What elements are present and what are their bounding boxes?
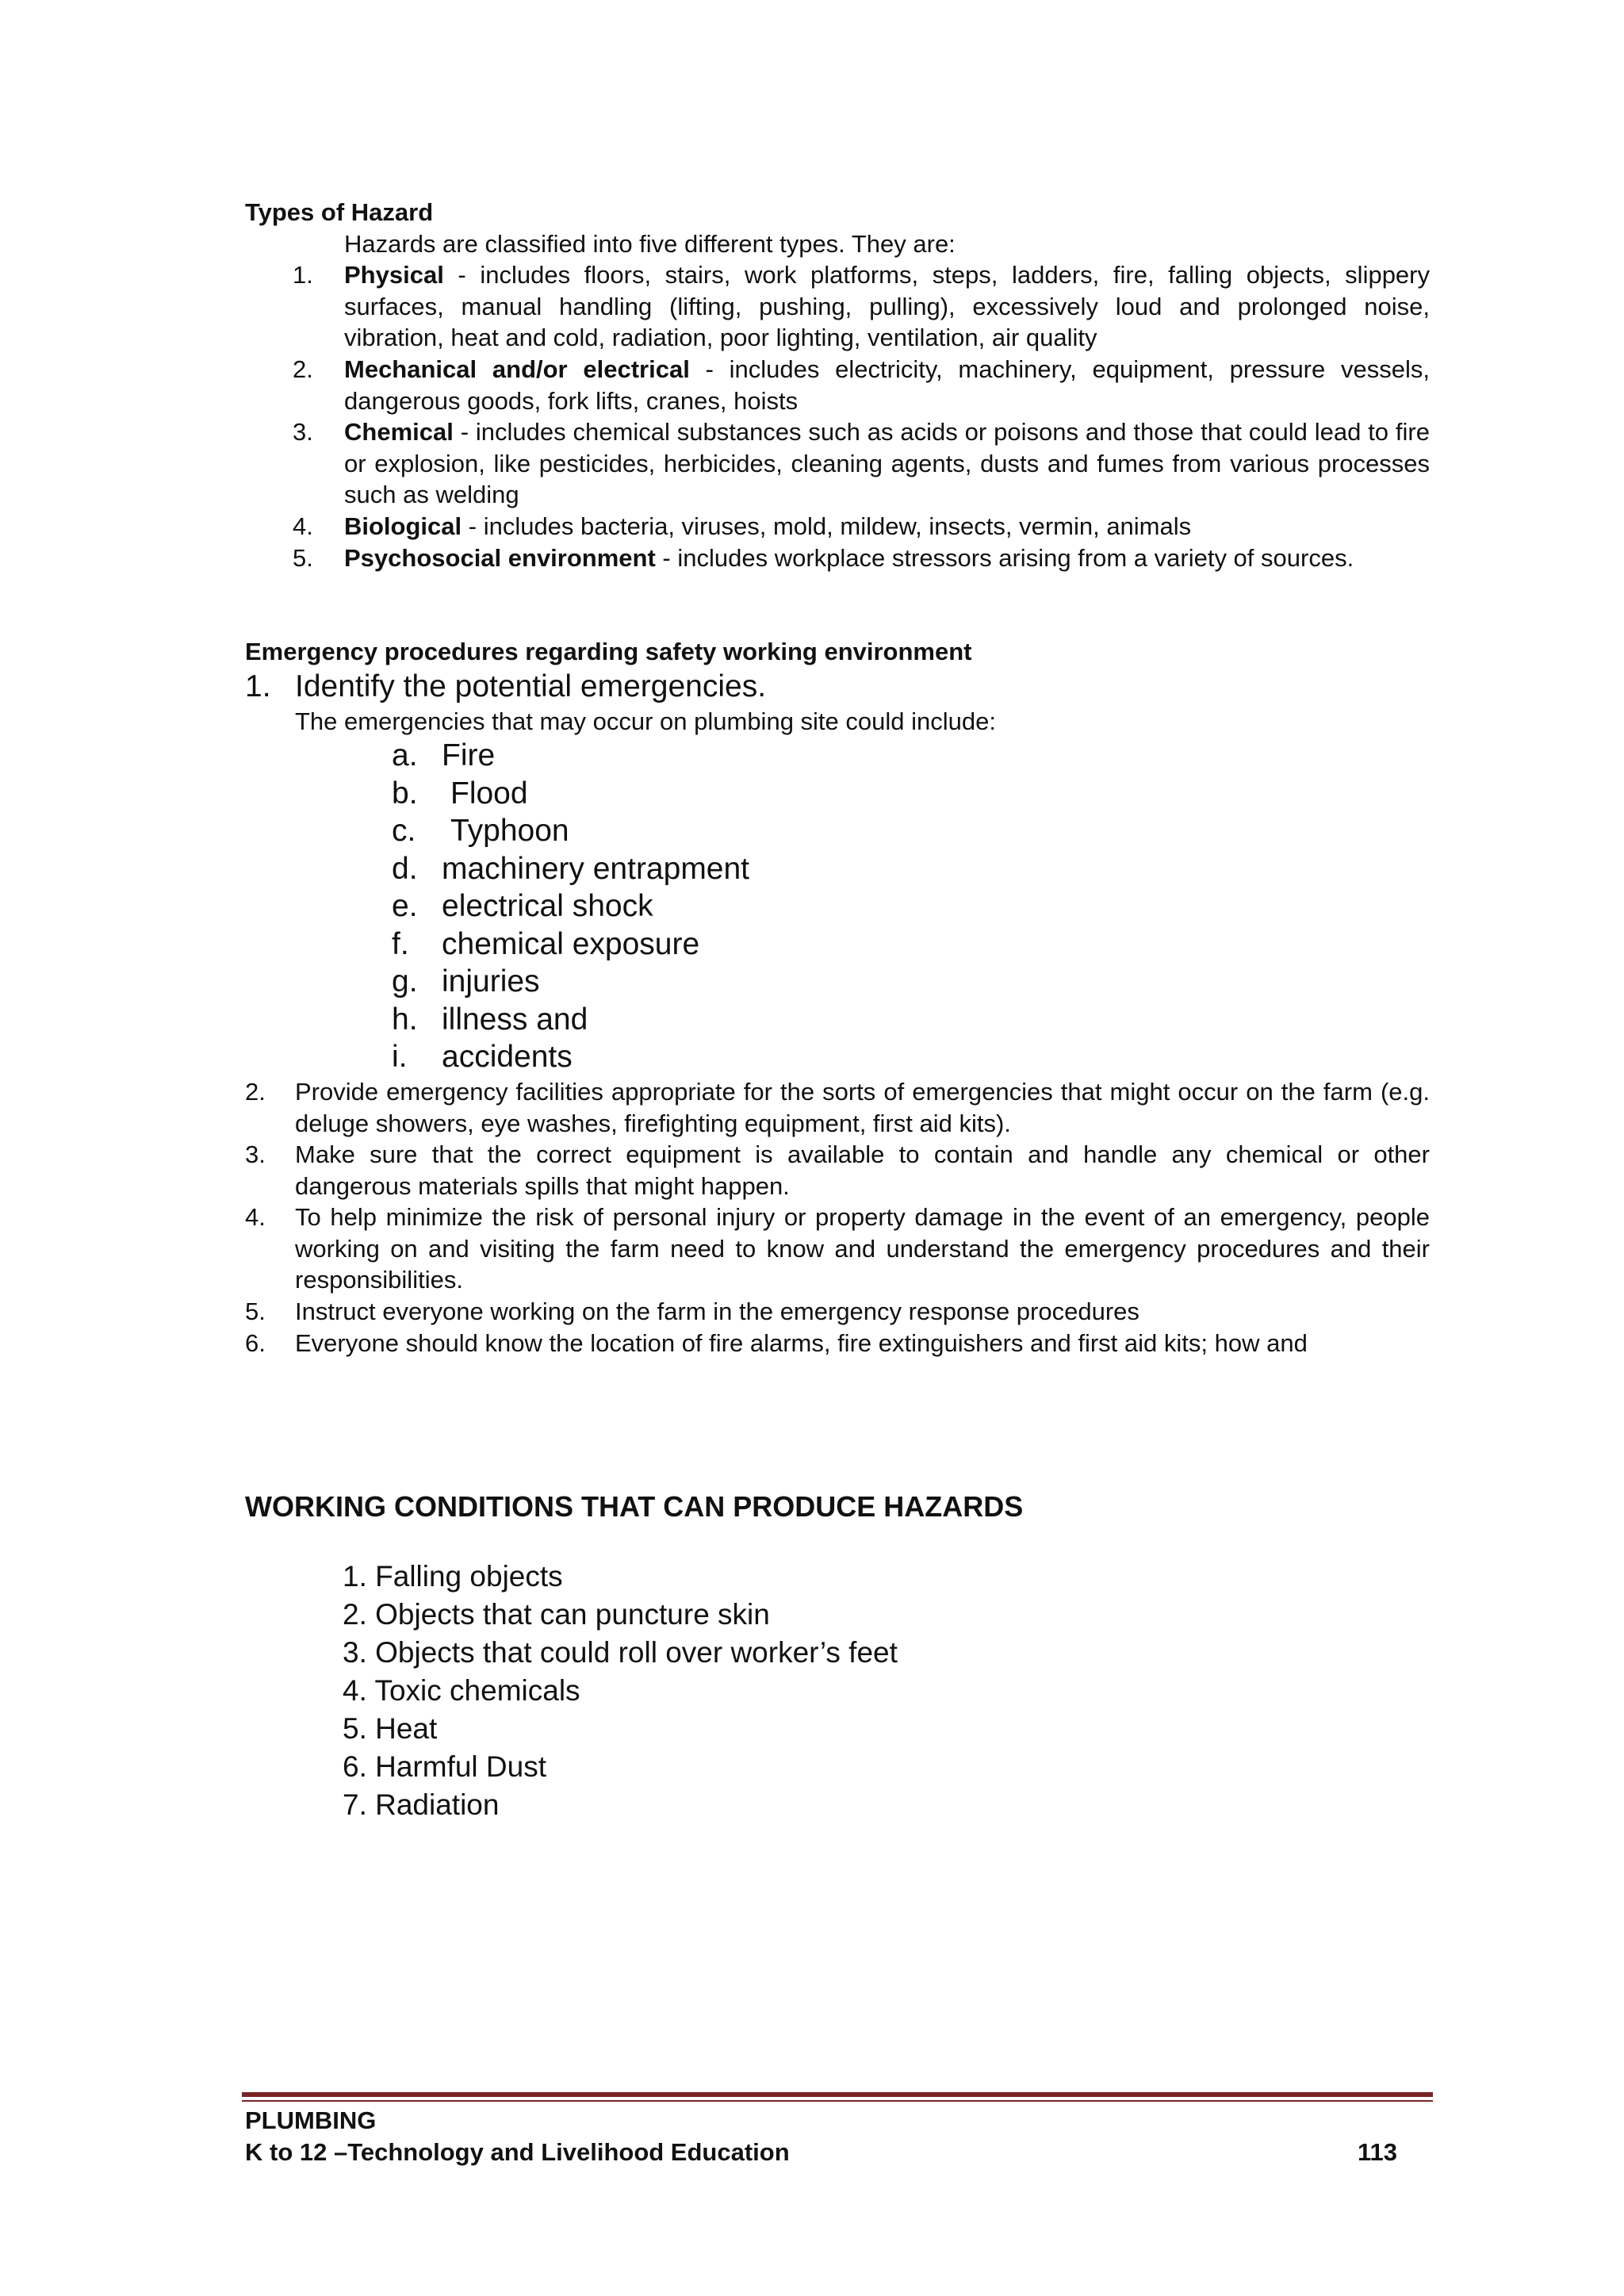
hazard-item-desc: - includes chemical substances such as acids or poisons and those that could lead to fire or explosion, like pesticides, herbicides, cleaning agents, dusts and fumes from various processes such as welding: [344, 418, 1430, 509]
working-condition-item: 6. Harmful Dust: [343, 1750, 547, 1783]
footer-subject: PLUMBING: [245, 2106, 377, 2134]
step-number: 5.: [245, 1297, 266, 1325]
working-condition-item: 1. Falling objects: [343, 1560, 563, 1593]
emergency-step: [245, 1139, 1430, 1202]
hazard-item-term: Chemical: [344, 418, 454, 446]
hazard-item-term: Biological: [344, 512, 462, 540]
hazard-item: [245, 259, 1430, 354]
emergency-step: [245, 1076, 1430, 1139]
sub-item-text: injuries: [442, 964, 540, 999]
step-number: 6.: [245, 1329, 266, 1357]
sub-item-text: Typhoon: [450, 814, 569, 848]
sub-item-letter: e.: [392, 889, 418, 923]
sub-item-text: Fire: [442, 738, 496, 772]
hazard-item-number: 3.: [293, 418, 313, 446]
sub-item-letter: g.: [392, 964, 418, 999]
types-of-hazard-heading: Types of Hazard: [245, 198, 434, 226]
hazard-item: [245, 542, 1430, 574]
sub-item-letter: b.: [392, 776, 418, 811]
sub-item-text: machinery entrapment: [442, 852, 750, 886]
emergency-step: [245, 1202, 1430, 1296]
sub-item-letter: c.: [392, 814, 416, 848]
step-number: 1.: [245, 669, 271, 703]
working-conditions-heading: WORKING CONDITIONS THAT CAN PRODUCE HAZARDS: [245, 1490, 1024, 1523]
sub-item-letter: h.: [392, 1002, 418, 1037]
working-condition-item: 2. Objects that can puncture skin: [343, 1598, 770, 1631]
sub-item-letter: i.: [392, 1040, 408, 1074]
step-number: 4.: [245, 1203, 266, 1231]
sub-item-letter: f.: [392, 927, 409, 961]
step-text: Instruct everyone working on the farm in the emergency response procedures: [295, 1297, 1139, 1325]
footer-rule: [242, 2092, 1433, 2097]
hazard-item: [245, 416, 1430, 511]
hazard-item-term: Psychosocial environment: [344, 544, 656, 572]
sub-item-text: illness and: [442, 1002, 588, 1037]
sub-item-text: electrical shock: [442, 889, 653, 923]
hazard-item-number: 2.: [293, 355, 313, 383]
hazard-item-desc: - includes electricity, machinery, equipment, pressure vessels, dangerous goods, fork lifts, cranes, hoists: [344, 355, 1430, 415]
working-condition-item: 5. Heat: [343, 1712, 438, 1745]
hazard-intro: Hazards are classified into five different types. They are:: [344, 230, 956, 258]
working-condition-item: 3. Objects that could roll over worker’s feet: [343, 1636, 898, 1669]
hazard-item-number: 1.: [293, 261, 313, 289]
emergency-intro: The emergencies that may occur on plumbing site could include:: [295, 707, 996, 735]
sub-item-text: Flood: [450, 776, 528, 811]
working-condition-item: 4. Toxic chemicals: [343, 1674, 580, 1707]
sub-item-letter: d.: [392, 852, 418, 886]
sub-item-text: chemical exposure: [442, 927, 700, 961]
sub-item-letter: a.: [392, 738, 418, 772]
step-text: To help minimize the risk of personal injury or property damage in the event of an emergency, people working on and visiting the farm need to know and understand the emergency procedures and their responsibilities.: [295, 1203, 1430, 1294]
hazard-item-desc: - includes bacteria, viruses, mold, mildew, insects, vermin, animals: [462, 512, 1192, 540]
step-number: 3.: [245, 1140, 266, 1168]
hazard-item-desc: - includes floors, stairs, work platforms, steps, ladders, fire, falling objects, slippery surfaces, manual handling (lifting, pushing, pulling), excessively loud and prolonged noise, vibration, heat and cold, radiation, poor lighting, ventilation, air quality: [344, 261, 1430, 352]
footer-course: K to 12 –Technology and Livelihood Education: [245, 2138, 790, 2166]
step-text: Everyone should know the location of fire alarms, fire extinguishers and first aid kits; how and: [295, 1329, 1308, 1357]
emergency-step: [245, 1296, 1430, 1328]
hazard-item-number: 5.: [293, 544, 313, 572]
sub-item-text: accidents: [442, 1040, 573, 1074]
hazard-item-number: 4.: [293, 512, 313, 540]
step-number: 2.: [245, 1078, 266, 1106]
hazard-item-desc: - includes workplace stressors arising from a variety of sources.: [655, 544, 1354, 572]
step-text: Provide emergency facilities appropriate for the sorts of emergencies that might occur on the farm (e.g. deluge showers, eye washes, firefighting equipment, first aid kits).: [295, 1078, 1430, 1137]
step-text: Make sure that the correct equipment is available to contain and handle any chemical or other dangerous materials spills that might happen.: [295, 1140, 1430, 1200]
hazard-item-term: Mechanical and/or electrical: [344, 355, 690, 383]
emergency-heading: Emergency procedures regarding safety working environment: [245, 638, 972, 665]
page-number: 113: [1358, 2138, 1398, 2166]
step-text: Identify the potential emergencies.: [295, 669, 767, 703]
emergency-step: [245, 1328, 1430, 1359]
hazard-item: [245, 511, 1430, 542]
hazard-item: [245, 354, 1430, 416]
hazard-item-term: Physical: [344, 261, 444, 289]
footer-rule-thin: [242, 2100, 1433, 2102]
working-condition-item: 7. Radiation: [343, 1788, 500, 1821]
